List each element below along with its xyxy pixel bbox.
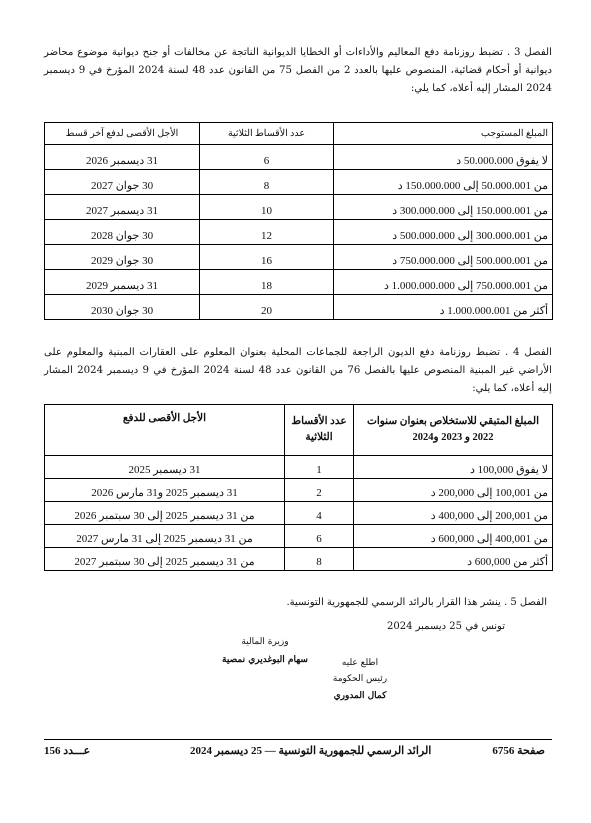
cell-deadline: 30 جوان 2028 (45, 220, 200, 245)
footer-issue-number: عـــدد 156 (44, 745, 91, 757)
cell-deadline: من 31 ديسمبر 2025 إلى 30 سبتمبر 2027 (45, 548, 285, 571)
article-5-text: الفصل 5 . ينشر هذا القرار بالرائد الرسمي للجمهورية التونسية. (286, 597, 547, 608)
prime-minister-title: رئيس الحكومة (332, 674, 388, 684)
table-header-row (45, 405, 553, 456)
header-amount: المبلغ المستوجب (334, 123, 553, 145)
cell-deadline: من 31 ديسمبر 2025 إلى 30 سبتمبر 2026 (45, 502, 285, 525)
table-row (45, 525, 553, 548)
table-row (45, 479, 553, 502)
cell-amount: من 150.000.001 إلى 300.000.000 د (334, 195, 553, 220)
installments-table-local-taxes (44, 404, 553, 571)
footer-divider (44, 739, 552, 740)
table-row (45, 145, 553, 170)
cell-count: 4 (285, 502, 354, 525)
header-amount: المبلغ المتبقي للاستخلاص بعنوان سنوات 2022 و 2023 و2024 (354, 405, 553, 456)
cell-deadline: 31 ديسمبر 2029 (45, 270, 200, 295)
cell-amount: أكثر من 600,000 د (354, 548, 553, 571)
cell-count: 12 (200, 220, 334, 245)
cell-amount: من 50.000.001 إلى 150.000.000 د (334, 170, 553, 195)
cell-amount: أكثر من 1.000.000.001 د (334, 295, 553, 320)
cell-amount: من 300.000.001 إلى 500.000.000 د (334, 220, 553, 245)
header-count: عدد الأقساط الثلاثية (285, 405, 354, 456)
cell-deadline: 31 ديسمبر 2027 (45, 195, 200, 220)
table-row (45, 220, 553, 245)
cell-amount: لا يفوق 50.000.000 د (334, 145, 553, 170)
installments-table-customs (44, 122, 553, 320)
cell-amount: من 100,001 إلى 200,000 د (354, 479, 553, 502)
table-row (45, 548, 553, 571)
cell-count: 18 (200, 270, 334, 295)
cell-count: 8 (285, 548, 354, 571)
cell-deadline: 31 ديسمبر 2025 و31 مارس 2026 (45, 479, 285, 502)
table-header-row (45, 123, 553, 145)
cell-amount: من 200,001 إلى 400,000 د (354, 502, 553, 525)
place-date: تونس في 25 ديسمبر 2024 (387, 621, 505, 632)
article-3-paragraph: الفصل 3 . تضبط روزنامة دفع المعاليم والأداءات أو الخطايا الديوانية الناتجة عن مخالفات أو جنح ديوانية موضوع محاضر ديوانية أو أحكام قضائية، المنصوص عليها بالعدد 2 من الفصل 75 من القانون عدد 48 لسنة 2024 المؤرخ في 9 ديسمبر 2024 المشار إليه أعلاه، كما يلي: (44, 47, 552, 94)
table-row (45, 195, 553, 220)
cell-deadline: من 31 ديسمبر 2025 إلى 31 مارس 2027 (45, 525, 285, 548)
table-row (45, 245, 553, 270)
cell-count: 20 (200, 295, 334, 320)
cell-amount: من 400,001 إلى 600,000 د (354, 525, 553, 548)
cell-deadline: 31 ديسمبر 2026 (45, 145, 200, 170)
cell-amount: لا يفوق 100,000 د (354, 456, 553, 479)
header-deadline: الأجل الأقصى لدفع آخر قسط (45, 123, 200, 145)
header-count: عدد الأقساط الثلاثية (200, 123, 334, 145)
article-4-paragraph: الفصل 4 . تضبط روزنامة دفع الديون الراجعة للجماعات المحلية بعنوان المعلوم على العقارات المبنية والمعلوم على الأراضي غير المبنية المنصوص عليها بالفصل 76 من القانون عدد 48 لسنة 2024 المؤرخ في 9 ديسمبر 2024 المشار إليه أعلاه، كما يلي: (44, 347, 552, 394)
cell-amount: من 750.000.001 إلى 1.000.000.000 د (334, 270, 553, 295)
cell-count: 2 (285, 479, 354, 502)
table-row (45, 502, 553, 525)
cell-deadline: 30 جوان 2030 (45, 295, 200, 320)
footer-journal-title: الرائد الرسمي للجمهورية التونسية — 25 ديسمبر 2024 (190, 745, 432, 757)
table-row (45, 170, 553, 195)
footer-page-number: صفحة 6756 (492, 745, 545, 757)
minister-name: سهام البوغديري نمصية (222, 655, 308, 665)
cell-count: 16 (200, 245, 334, 270)
approved-label: اطلع عليه (341, 658, 379, 668)
cell-count: 6 (285, 525, 354, 548)
header-deadline: الأجل الأقصى للدفع (45, 405, 285, 456)
minister-title: وزيرة المالية (241, 637, 289, 647)
table-row (45, 270, 553, 295)
cell-amount: من 500.000.001 إلى 750.000.000 د (334, 245, 553, 270)
cell-count: 1 (285, 456, 354, 479)
cell-count: 10 (200, 195, 334, 220)
cell-deadline: 30 جوان 2029 (45, 245, 200, 270)
table-row (45, 295, 553, 320)
table-row (45, 456, 553, 479)
cell-count: 6 (200, 145, 334, 170)
prime-minister-name: كمال المدوري (333, 691, 387, 701)
cell-deadline: 31 ديسمبر 2025 (45, 456, 285, 479)
cell-deadline: 30 جوان 2027 (45, 170, 200, 195)
cell-count: 8 (200, 170, 334, 195)
